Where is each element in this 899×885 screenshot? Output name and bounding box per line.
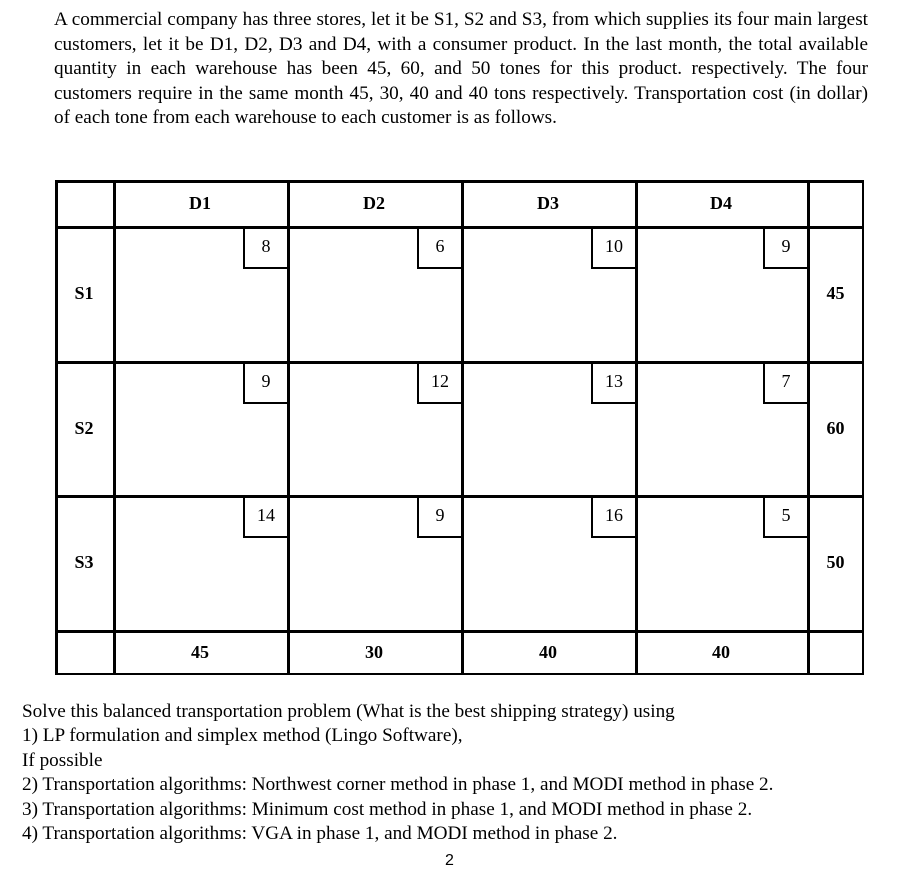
cost-box: 6 — [417, 226, 461, 269]
grid-line-horizontal — [55, 180, 864, 183]
grid-line-vertical — [635, 180, 638, 675]
allocation-cell — [461, 495, 635, 630]
allocation-cell — [635, 495, 807, 630]
allocation-cell — [113, 361, 287, 495]
instruction-line: Solve this balanced transportation problem (What is the best shipping strategy) using — [22, 701, 675, 722]
destination-header: D4 — [710, 193, 732, 213]
allocation-cell — [113, 226, 287, 361]
instruction-line: 4) Transportation algorithms: VGA in phase 1, and MODI method in phase 2. — [22, 823, 618, 845]
allocation-cell — [287, 226, 461, 361]
instruction-line: 3) Transportation algorithms: Minimum cost method in phase 1, and MODI method in phase 2. — [22, 798, 753, 820]
corner-cell-bottom-right — [807, 630, 864, 675]
grid-line-vertical — [461, 180, 464, 675]
demand-value: 45 — [191, 642, 209, 662]
allocation-cell — [461, 226, 635, 361]
cost-box: 12 — [417, 361, 461, 404]
grid-line-horizontal — [55, 495, 864, 498]
allocation-cell — [635, 361, 807, 495]
grid-line-vertical — [807, 180, 810, 675]
grid-line-horizontal — [55, 673, 864, 676]
source-label: S1 — [74, 283, 94, 303]
cost-box: 14 — [243, 495, 287, 538]
grid-line-horizontal — [55, 630, 864, 633]
corner-cell-top-left — [55, 180, 113, 226]
allocation-cell — [113, 495, 287, 630]
source-label: S2 — [74, 418, 94, 438]
allocation-cell — [287, 495, 461, 630]
demand-value: 30 — [365, 642, 383, 662]
grid-line-vertical — [862, 180, 865, 675]
cost-box: 5 — [763, 495, 807, 538]
cost-box: 7 — [763, 361, 807, 404]
transportation-table — [55, 180, 864, 675]
cost-box: 10 — [591, 226, 635, 269]
destination-header: D3 — [537, 193, 559, 213]
demand-value: 40 — [712, 642, 730, 662]
instruction-line: 2) Transportation algorithms: Northwest corner method in phase 1, and MODI method in phase 2. — [22, 774, 774, 796]
supply-value: 60 — [826, 418, 845, 438]
grid-line-vertical — [287, 180, 290, 675]
cost-box: 13 — [591, 361, 635, 404]
grid-line-vertical — [55, 180, 58, 675]
cost-box: 9 — [763, 226, 807, 269]
grid-line-horizontal — [55, 226, 864, 229]
grid-line-vertical — [113, 180, 116, 675]
source-label: S3 — [74, 552, 94, 572]
page-number: 2 — [445, 852, 454, 869]
cost-box: 9 — [417, 495, 461, 538]
cost-box: 8 — [243, 226, 287, 269]
grid-line-horizontal — [55, 361, 864, 364]
destination-header: D2 — [363, 193, 385, 213]
supply-value: 45 — [826, 283, 845, 303]
cost-box: 9 — [243, 361, 287, 404]
corner-cell-bottom-left — [55, 630, 113, 675]
cost-box: 16 — [591, 495, 635, 538]
instructions — [22, 700, 882, 846]
supply-value: 50 — [826, 552, 845, 572]
problem-statement: A commercial company has three stores, let it be S1, S2 and S3, from which supplies its four main largest customers, let it be D1, D2, D3 and D4, with a consumer product. In the last month, the total available quantity in each warehouse has been 45, 60, and 50 tones for this product. respectively. The four customers require in the same month 45, 30, 40 and 40 tons respectively. Transportation cost (in dollar) of each tone from each warehouse to each customer is as follows. — [54, 9, 868, 129]
corner-cell-top-right — [807, 180, 864, 226]
allocation-cell — [461, 361, 635, 495]
instruction-line: If possible — [22, 749, 103, 771]
allocation-cell — [635, 226, 807, 361]
allocation-cell — [287, 361, 461, 495]
destination-header: D1 — [189, 193, 211, 213]
demand-value: 40 — [539, 642, 557, 662]
instruction-line: 1) LP formulation and simplex method (Lingo Software), — [22, 725, 463, 747]
